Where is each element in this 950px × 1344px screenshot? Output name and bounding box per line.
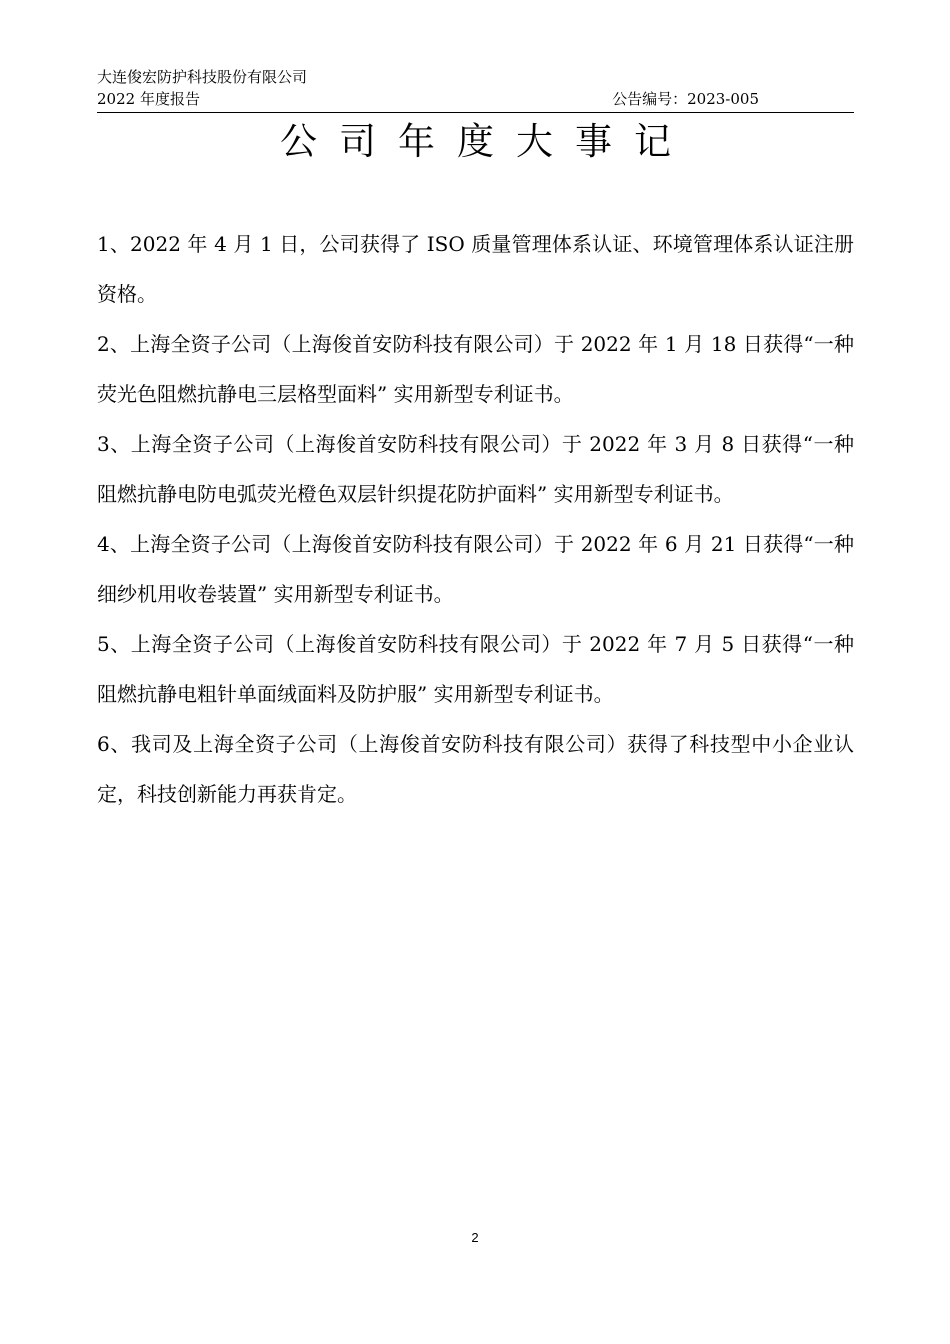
- header-notice-number: 公告编号：2023-005: [612, 90, 759, 108]
- header-report-label: 2022 年度报告: [97, 90, 200, 108]
- header-divider: [97, 112, 854, 113]
- event-item-1: 1、2022 年 4 月 1 日，公司获得了 ISO 质量管理体系认证、环境管理体系认证注册资格。: [97, 232, 854, 306]
- event-item-2: 2、上海全资子公司（上海俊首安防科技有限公司）于 2022 年 1 月 18 日获得“一种荧光色阻燃抗静电三层格型面料” 实用新型专利证书。: [97, 332, 854, 406]
- event-item-6: 6、我司及上海全资子公司（上海俊首安防科技有限公司）获得了科技型中小企业认定，科技创新能力再获肯定。: [97, 732, 854, 806]
- page-header: [97, 66, 854, 110]
- page-number: 2: [471, 1230, 479, 1245]
- header-company-name: 大连俊宏防护科技股份有限公司: [97, 68, 308, 86]
- event-item-4: 4、上海全资子公司（上海俊首安防科技有限公司）于 2022 年 6 月 21 日获得“一种细纱机用收卷装置” 实用新型专利证书。: [97, 532, 854, 606]
- events-list: [97, 219, 854, 819]
- header-row: [97, 88, 854, 110]
- page-title: 公司年度大事记: [280, 120, 693, 163]
- event-item-3: 3、上海全资子公司（上海俊首安防科技有限公司）于 2022 年 3 月 8 日获得“一种阻燃抗静电防电弧荧光橙色双层针织提花防护面料” 实用新型专利证书。: [97, 432, 854, 506]
- event-item-5: 5、上海全资子公司（上海俊首安防科技有限公司）于 2022 年 7 月 5 日获得“一种阻燃抗静电粗针单面绒面料及防护服” 实用新型专利证书。: [97, 632, 854, 706]
